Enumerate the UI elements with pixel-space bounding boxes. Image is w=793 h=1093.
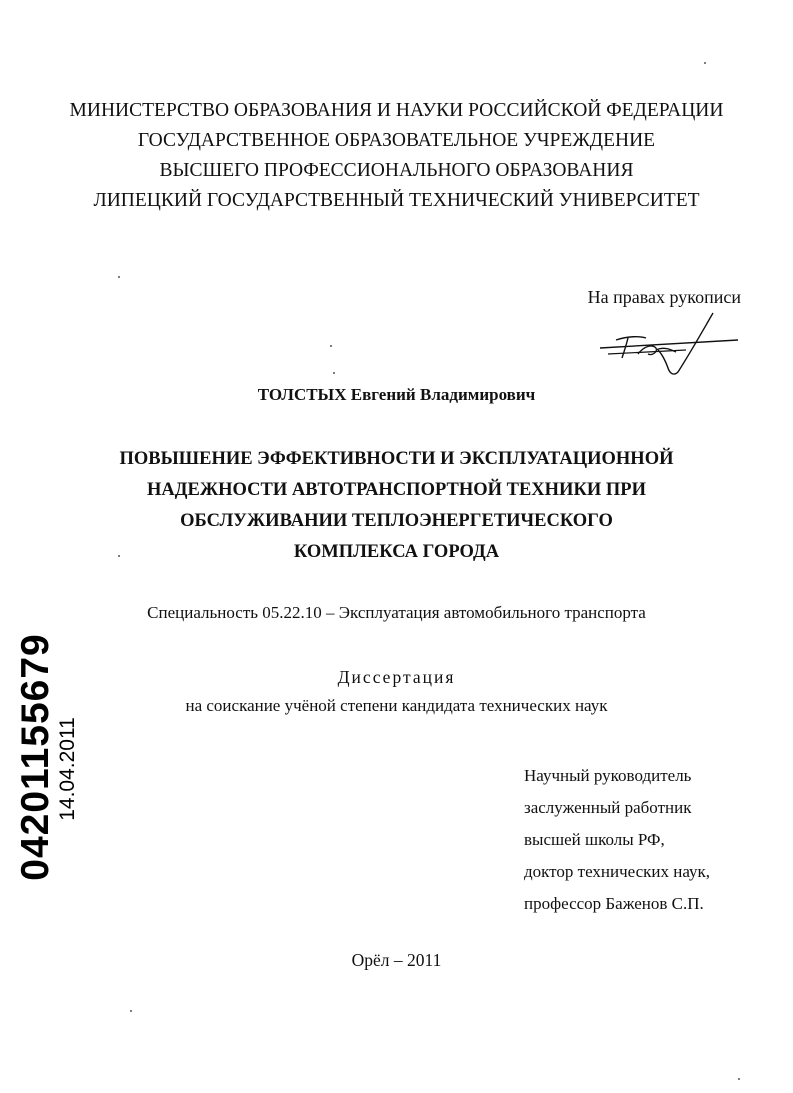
header-line: ГОСУДАРСТВЕННОЕ ОБРАЗОВАТЕЛЬНОЕ УЧРЕЖДЕНИЕ (137, 130, 656, 151)
specialty: Специальность 05.22.10 – Эксплуатация автомобильного транспорта (147, 603, 646, 622)
title-line: КОМПЛЕКСА ГОРОДА (293, 542, 500, 562)
institution-header (0, 96, 793, 216)
dissertation-label: Диссертация (337, 667, 456, 687)
advisor-line: высшей школы РФ, (524, 830, 665, 849)
dissertation-title (0, 444, 793, 568)
advisor-line: Научный руководитель (524, 766, 692, 785)
dissertation-purpose: на соискание учёной степени кандидата технических наук (185, 696, 608, 715)
title-line: ПОВЫШЕНИЕ ЭФФЕКТИВНОСТИ И ЭКСПЛУАТАЦИОННОЙ (119, 449, 674, 469)
rights-note: На правах рукописи (587, 287, 741, 307)
title-line: НАДЕЖНОСТИ АВТОТРАНСПОРТНОЙ ТЕХНИКИ ПРИ (147, 480, 646, 500)
city-year: Орёл – 2011 (351, 950, 442, 970)
author-given-names: Евгений Владимирович (350, 385, 536, 404)
library-stamp-id: 04201155679 (14, 633, 57, 881)
scan-speck (330, 345, 332, 347)
scan-speck (333, 372, 335, 374)
handwritten-signature (598, 310, 743, 382)
scan-speck (738, 1078, 740, 1080)
library-stamp-date: 14.04.2011 (56, 717, 79, 821)
header-line: ВЫСШЕГО ПРОФЕССИОНАЛЬНОГО ОБРАЗОВАНИЯ (159, 160, 634, 181)
author-name (0, 385, 793, 405)
scientific-advisor (524, 760, 710, 920)
header-line: ЛИПЕЦКИЙ ГОСУДАРСТВЕННЫЙ ТЕХНИЧЕСКИЙ УНИВЕРСИТЕТ (93, 190, 700, 211)
scan-speck (704, 62, 706, 64)
scan-speck (118, 555, 120, 557)
advisor-line: профессор Баженов С.П. (524, 894, 704, 913)
scan-speck (130, 1010, 132, 1012)
scan-speck (118, 276, 120, 278)
title-line: ОБСЛУЖИВАНИИ ТЕПЛОЭНЕРГЕТИЧЕСКОГО (180, 511, 613, 531)
advisor-line: заслуженный работник (524, 798, 692, 817)
author-surname: ТОЛСТЫХ (257, 385, 347, 404)
header-line: МИНИСТЕРСТВО ОБРАЗОВАНИЯ И НАУКИ РОССИЙСКОЙ ФЕДЕРАЦИИ (69, 100, 724, 121)
advisor-line: доктор технических наук, (524, 862, 711, 881)
